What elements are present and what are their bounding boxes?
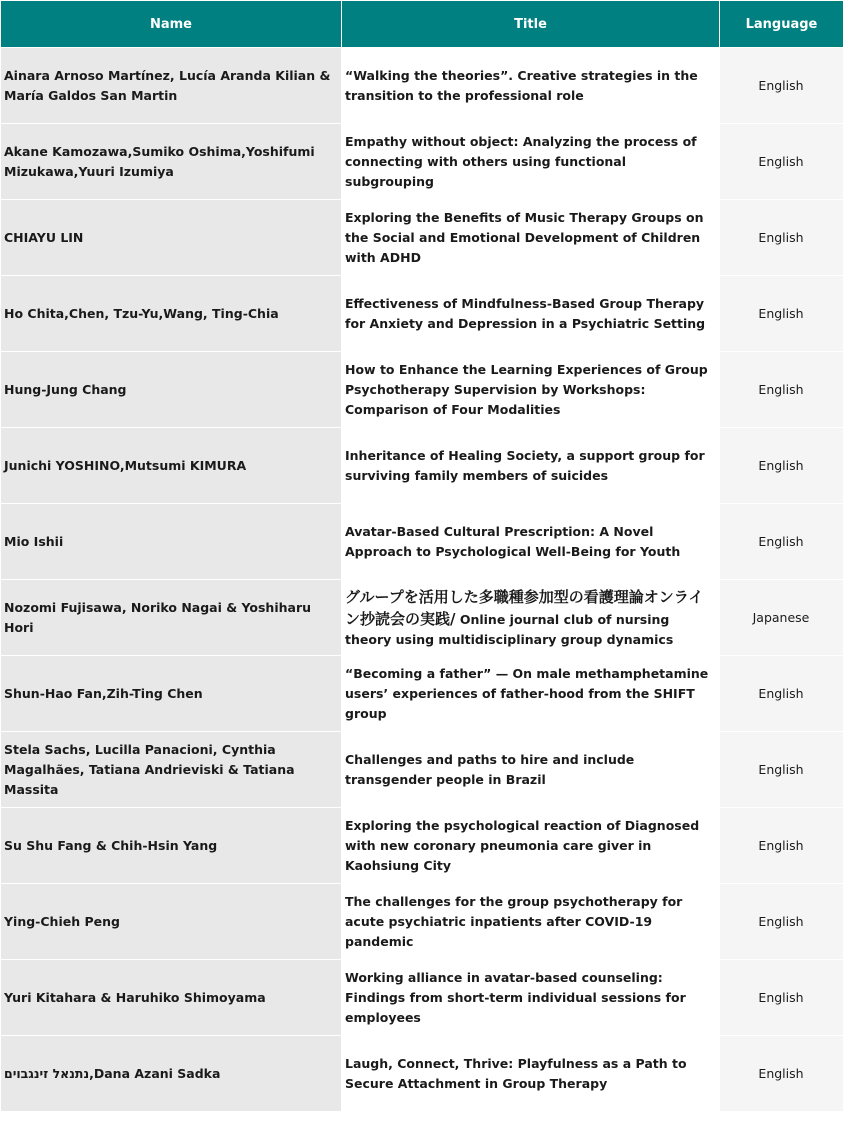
language-cell: English [720, 200, 844, 276]
presentation-title: “Walking the theories”. Creative strategies in the transition to the professional role [342, 48, 720, 124]
language-cell: English [720, 504, 844, 580]
column-header-language: Language [720, 1, 844, 48]
presentation-title: Inheritance of Healing Society, a support group for surviving family members of suicides [342, 428, 720, 504]
table-row [1, 48, 844, 124]
author-names: Ying-Chieh Peng [1, 884, 342, 960]
presentation-title: Avatar-Based Cultural Prescription: A Novel Approach to Psychological Well-Being for Youth [342, 504, 720, 580]
language-cell: English [720, 352, 844, 428]
table-row [1, 124, 844, 200]
presentation-title: Exploring the Benefits of Music Therapy Groups on the Social and Emotional Development of Children with ADHD [342, 200, 720, 276]
author-names: Mio Ishii [1, 504, 342, 580]
table-row [1, 656, 844, 732]
column-header-title: Title [342, 1, 720, 48]
table-row [1, 580, 844, 656]
presentation-title-english: Online journal club of nursing theory using multidisciplinary group dynamics [345, 611, 674, 647]
language-cell: English [720, 884, 844, 960]
author-names: Yuri Kitahara & Haruhiko Shimoyama [1, 960, 342, 1036]
author-names: Shun-Hao Fan,Zih-Ting Chen [1, 656, 342, 732]
author-names: Ainara Arnoso Martínez, Lucía Aranda Kilian & María Galdos San Martin [1, 48, 342, 124]
language-cell: English [720, 1036, 844, 1112]
table-row [1, 200, 844, 276]
table-row [1, 732, 844, 808]
column-header-name: Name [1, 1, 342, 48]
table-row [1, 504, 844, 580]
author-names: Su Shu Fang & Chih-Hsin Yang [1, 808, 342, 884]
presentation-title: How to Enhance the Learning Experiences of Group Psychotherapy Supervision by Workshops: Comparison of Four Modalities [342, 352, 720, 428]
table-row [1, 1036, 844, 1112]
language-cell: English [720, 276, 844, 352]
author-names: Junichi YOSHINO,Mutsumi KIMURA [1, 428, 342, 504]
author-names: Ho Chita,Chen, Tzu-Yu,Wang, Ting-Chia [1, 276, 342, 352]
author-names: נתנאל זינגבוים,Dana Azani Sadka [1, 1036, 342, 1112]
presentation-title: Challenges and paths to hire and include transgender people in Brazil [342, 732, 720, 808]
presentation-title: Effectiveness of Mindfulness-Based Group Therapy for Anxiety and Depression in a Psychiatric Setting [342, 276, 720, 352]
author-names: Hung-Jung Chang [1, 352, 342, 428]
presentation-title: Working alliance in avatar-based counseling: Findings from short-term individual sessions for employees [342, 960, 720, 1036]
presentation-title: Laugh, Connect, Thrive: Playfulness as a Path to Secure Attachment in Group Therapy [342, 1036, 720, 1112]
language-cell: English [720, 732, 844, 808]
presentation-title: Empathy without object: Analyzing the process of connecting with others using functional subgrouping [342, 124, 720, 200]
table-row [1, 276, 844, 352]
language-cell: English [720, 960, 844, 1036]
author-names: Akane Kamozawa,Sumiko Oshima,Yoshifumi Mizukawa,Yuuri Izumiya [1, 124, 342, 200]
presentation-title: The challenges for the group psychotherapy for acute psychiatric inpatients after COVID-19 pandemic [342, 884, 720, 960]
presentation-title: “Becoming a father” — On male methamphetamine users’ experiences of father-hood from the SHIFT group [342, 656, 720, 732]
presentation-title: Exploring the psychological reaction of Diagnosed with new coronary pneumonia care giver in Kaohsiung City [342, 808, 720, 884]
table-row [1, 808, 844, 884]
table-header-row [1, 1, 844, 48]
presentation-title [342, 580, 720, 656]
author-names: Stela Sachs, Lucilla Panacioni, Cynthia Magalhães, Tatiana Andrieviski & Tatiana Massita [1, 732, 342, 808]
language-cell: English [720, 808, 844, 884]
presentation-title-japanese: グループを活用した多職種参加型の看護理論オンライン抄読会の実践/ [345, 587, 704, 628]
author-names: Nozomi Fujisawa, Noriko Nagai & Yoshiharu Hori [1, 580, 342, 656]
table-row [1, 884, 844, 960]
language-cell: English [720, 124, 844, 200]
language-cell: Japanese [720, 580, 844, 656]
table-row [1, 352, 844, 428]
table-row [1, 960, 844, 1036]
language-cell: English [720, 428, 844, 504]
author-names: CHIAYU LIN [1, 200, 342, 276]
language-cell: English [720, 656, 844, 732]
language-cell: English [720, 48, 844, 124]
table-row [1, 428, 844, 504]
